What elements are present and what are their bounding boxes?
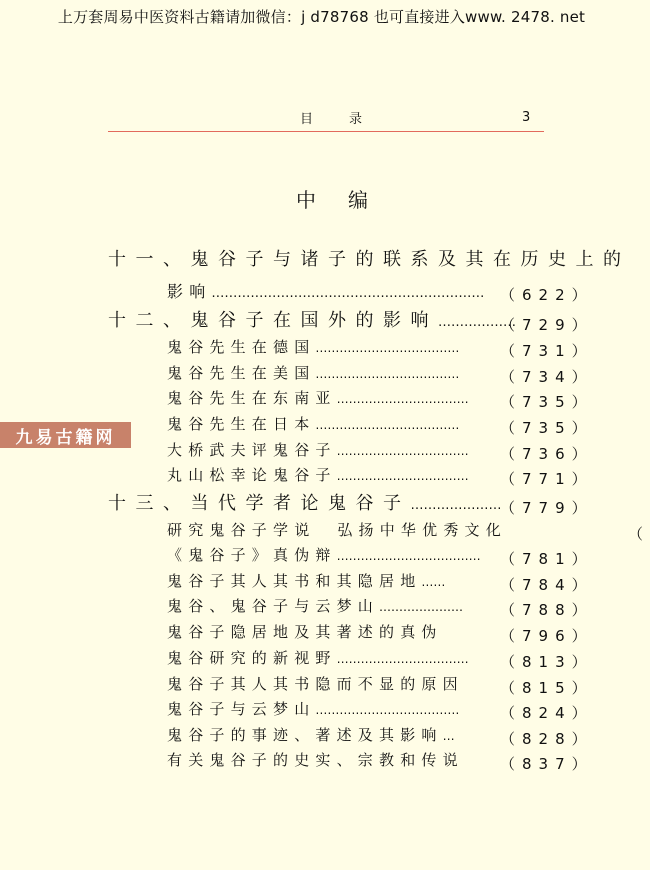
toc-entry-title: 鬼谷先生在德国 [167,338,316,356]
toc-entry-title: 有关鬼谷子的史实、宗教和传说 [167,751,464,769]
toc-entry-page: （735） [500,419,594,437]
toc-entry-page: （735） [500,393,594,411]
toc-entry-title: 丸山松幸论鬼谷子 [167,466,337,484]
toc-entry-title: 鬼谷研究的新视野 [167,649,337,667]
toc-entry-title: 鬼谷子其人其书隐而不显的原因 [167,675,464,693]
toc-leader-dots: ……………………………… [315,418,460,432]
toc-leader-dots: ………………… [379,600,464,614]
toc-entry-title: 十二、鬼谷子在国外的影响 [108,310,438,331]
toc-entry[interactable] [167,366,459,381]
toc-entry-title: 鬼谷子其人其书和其隐居地 [167,572,422,590]
toc-leader-dots: …… [421,575,446,589]
toc-entry-page: （622） [500,286,594,304]
toc-entry-title: 大桥武夫评鬼谷子 [167,441,337,459]
toc-entry[interactable] [108,495,502,513]
toc-entry[interactable] [167,651,469,666]
toc-leader-dots: ……………………………… [315,367,460,381]
toc-entry-page: （731） [500,342,594,360]
toc-entry-title: 影响 [167,282,212,301]
toc-entry-title: 十一、鬼谷子与诸子的联系及其在历史上的 [108,249,631,270]
toc-leader-dots: ……………………………………………………… [211,286,485,301]
toc-entry[interactable] [167,574,445,589]
toc-entry-page: （788） [500,601,594,619]
toc-entry-page: （824） [500,704,594,722]
toc-entry[interactable] [167,284,484,300]
toc-entry[interactable] [167,677,464,692]
toc-leader-dots: …………………………… [336,392,469,406]
toc-leader-dots: ……………………………… [315,703,460,717]
toc-entry-title: 鬼谷先生在日本 [167,415,316,433]
toc-entry-page: （734） [500,368,594,386]
toc-entry-title: 十三、当代学者论鬼谷子 [108,493,411,514]
toc-entry-title: 鬼谷子与云梦山 [167,700,316,718]
toc-entry-title: 鬼谷子的事迹、著述及其影响 [167,726,443,744]
toc-entry-page: （ [628,525,650,543]
toc-entry-title: 鬼谷先生在美国 [167,364,316,382]
toc-entry-page: （828） [500,730,594,748]
toc-entry-title: 鬼谷先生在东南亚 [167,389,337,407]
toc-entry-title: 研究鬼谷子学说 弘扬中华优秀文化 [167,521,507,539]
toc-entry-page: （815） [500,679,594,697]
watermark-stamp: 九易古籍网 [0,422,131,448]
toc-entry[interactable] [167,599,463,614]
toc-leader-dots: …………………………… [336,444,469,458]
toc-leader-dots: ……………………………… [315,341,460,355]
toc-leader-dots: …………………………… [336,652,469,666]
toc-leader-dots: ……………………………… [336,549,481,563]
toc-entry-page: （813） [500,653,594,671]
toc-entry[interactable] [167,753,464,768]
toc-entry-page: （779） [500,499,594,517]
toc-entry-title: 鬼谷子隐居地及其著述的真伪 [167,623,443,641]
toc-entry[interactable] [167,548,481,563]
toc-entry[interactable] [167,728,455,743]
watermark-banner: 上万套周易中医资料古籍请加微信：j d78768 也可直接进入www. 2478. net [57,8,586,26]
toc-leader-dots: ……………… [438,315,516,330]
toc-entry-page: （781） [500,550,594,568]
page-number: 3 [522,110,531,125]
toc-entry-page: （729） [500,316,594,334]
toc-entry[interactable] [167,340,459,355]
toc-entry-title: 《鬼谷子》真伪辩 [167,546,337,564]
toc-entry[interactable] [108,312,516,330]
toc-entry-page: （837） [500,755,594,773]
running-title: 目录 [300,112,399,127]
toc-entry-page: （736） [500,445,594,463]
toc-entry-page: （784） [500,576,594,594]
section-title: 中编 [296,188,400,212]
toc-entry[interactable] [167,523,507,538]
toc-entry[interactable] [108,251,631,269]
toc-leader-dots: ………………… [410,498,502,513]
toc-entry-title: 鬼谷、鬼谷子与云梦山 [167,597,380,615]
toc-entry-page: （796） [500,627,594,645]
toc-entry-page: （771） [500,470,594,488]
toc-leader-dots: …………………………… [336,469,469,483]
toc-entry[interactable] [167,391,469,406]
toc-entry[interactable] [167,417,459,432]
toc-leader-dots: … [442,729,455,743]
toc-entry[interactable] [167,702,459,717]
toc-entry[interactable] [167,443,469,458]
header-rule [108,131,544,132]
toc-entry[interactable] [167,625,443,640]
toc-entry[interactable] [167,468,469,483]
